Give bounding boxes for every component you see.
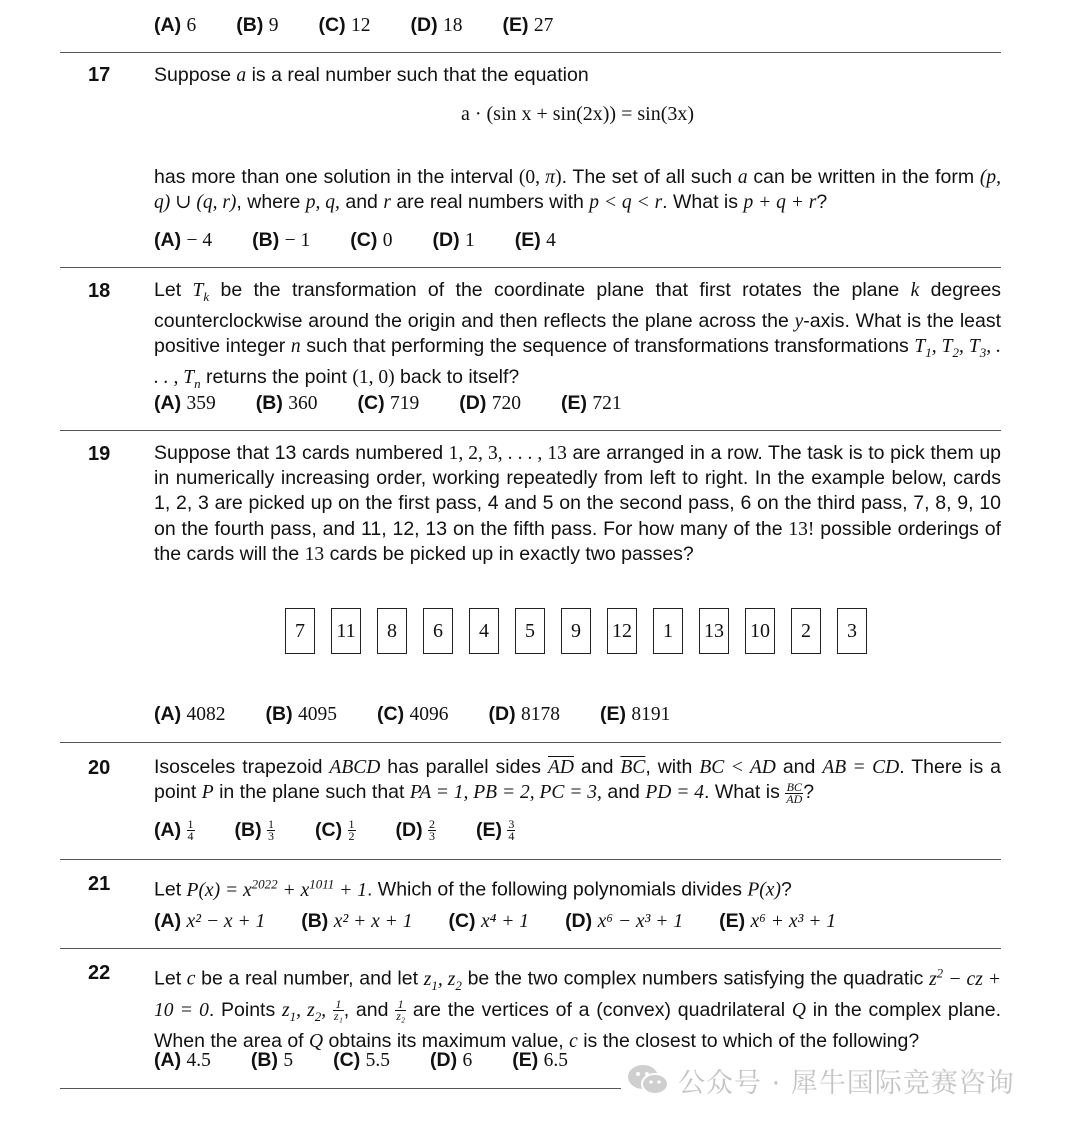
q19-choice-d: (D) 8178 — [488, 703, 560, 725]
q16-choice-d: (D) 18 — [410, 14, 463, 36]
wechat-icon — [626, 1064, 670, 1096]
q17-choice-a: (A) − 4 — [154, 229, 213, 251]
q17-number: 17 — [88, 64, 111, 86]
q16-choice-b: (B) 9 — [236, 14, 279, 36]
q18-choice-d: (D) 720 — [459, 392, 521, 414]
card: 5 — [515, 608, 545, 654]
q17-body: has more than one solution in the interval (0, π). The set of all such a can be written in the form (p, q) ∪ (q, r), where p, q, and r are real numbers with p < q < r. What is p + q + r? — [154, 166, 1002, 214]
q19-choice-c: (C) 4096 — [377, 703, 449, 725]
q17-choices — [154, 229, 556, 252]
watermark — [626, 1062, 1015, 1098]
q20-choice-c: (C) $\frac{1}{2}$ — [315, 817, 355, 844]
card: 4 — [469, 608, 499, 654]
divider — [60, 267, 1001, 268]
card: 10 — [745, 608, 775, 654]
card: 3 — [837, 608, 867, 654]
q18-choice-b: (B) 360 — [255, 392, 318, 414]
card: 7 — [285, 608, 315, 654]
q17-choice-c: (C) 0 — [350, 229, 393, 251]
card: 11 — [331, 608, 361, 654]
q19-choice-a: (A) 4082 — [154, 703, 226, 725]
q18-choices — [154, 392, 622, 415]
q16-choices — [154, 14, 553, 37]
q21-choice-e: (E) x⁶ + x³ + 1 — [719, 910, 837, 932]
card: 13 — [699, 608, 729, 654]
q19-choice-b: (B) 4095 — [265, 703, 337, 725]
q17-choice-e: (E) 4 — [514, 229, 556, 251]
card: 8 — [377, 608, 407, 654]
q17-equation: a · (sin x + sin(2x)) = sin(3x) — [460, 103, 695, 125]
q19-body: Suppose that 13 cards numbered 1, 2, 3, . . . , 13 are arranged in a row. The task is to pick them up in numerically increasing order, working repeatedly from left to right. In the example below, cards 1, 2, 3 are picked up on the first pass, 4 and 5 on the second pass, 6 on the third pass, 7, 8, 9, 10 on the fourth pass, and 11, 12, 13 on the fifth pass. For how many of the 13! possible orderings of the cards will the 13 cards be picked up in exactly two passes? — [154, 442, 1002, 565]
divider — [60, 52, 1001, 53]
q18-choice-a: (A) 359 — [154, 392, 216, 414]
card: 2 — [791, 608, 821, 654]
q21-number: 21 — [88, 873, 111, 895]
q22-body: Let c be a real number, and let $z_1$, $z_2$ be the two complex numbers satisfying the quadratic $z^2$ − cz + 10 = 0. Points $z_1$, $z_2$, $\frac{1}{\text{z₁}}$ , and $\frac{1}{\text{z₂}}$ are the vertices of a (convex) quadrilateral Q in the complex plane. When the area of Q obtains its maximum value, c is the closest to which of the following? — [154, 965, 1002, 1052]
q21-choice-d: (D) x⁶ − x³ + 1 — [565, 910, 684, 932]
card: 12 — [607, 608, 637, 654]
q22-choice-a: (A) 4.5 — [154, 1049, 211, 1071]
q16-choice-e: (E) 27 — [502, 14, 554, 36]
q19-choices — [154, 703, 670, 726]
card: 9 — [561, 608, 591, 654]
divider — [60, 742, 1001, 743]
q22-number: 22 — [88, 962, 111, 984]
q22-choice-c: (C) 5.5 — [333, 1049, 390, 1071]
divider — [60, 948, 1001, 949]
watermark-text: 公众号 · 犀牛国际竞赛咨询 — [678, 1067, 1015, 1099]
q22-choice-e: (E) 6.5 — [512, 1049, 569, 1071]
q20-choice-d: (D) $\frac{2}{3}$ — [395, 817, 435, 844]
q20-choice-b: (B) $\frac{1}{3}$ — [234, 817, 274, 844]
q21-choice-b: (B) x² + x + 1 — [301, 910, 413, 932]
q20-body: Isosceles trapezoid ABCD has parallel sides $\overline{AD}$ and $\overline{BC}$, with BC < AD and AB = CD. There is a point P in the plane such that PA = 1, PB = 2, PC = 3, and PD = 4. What is $\frac{BC}{AD}$ ? — [154, 756, 1002, 806]
q17-intro: Suppose a is a real number such that the equation — [154, 64, 589, 86]
q21-body: Let $P(x) = x^{2022} + x^{1011} + 1$. Which of the following polynomials divides P(x)? — [154, 876, 792, 901]
q22-choices — [154, 1049, 568, 1072]
q21-choice-a: (A) x² − x + 1 — [154, 910, 266, 932]
q18-number: 18 — [88, 280, 111, 302]
q17-choice-b: (B) − 1 — [252, 229, 311, 251]
q20-choice-a: (A) $\frac{1}{4}$ — [154, 817, 194, 844]
q17-choice-d: (D) 1 — [432, 229, 475, 251]
q20-choices — [154, 819, 515, 842]
q20-number: 20 — [88, 757, 111, 779]
q16-choice-a: (A) 6 — [154, 14, 197, 36]
divider — [60, 859, 1001, 860]
q18-body: Let $T_k$ be the transformation of the coordinate plane that first rotates the plane k degrees counterclockwise around the origin and then reflects the plane across the y-axis. What is the least positive integer n such that performing the sequence of transformations transformations $T_1$, $T_2$, $T_3$, . . . , $T_n$ returns the point (1, 0) back to itself? — [154, 279, 1002, 392]
q22-choice-b: (B) 5 — [250, 1049, 294, 1071]
q18-choice-e: (E) 721 — [561, 392, 622, 414]
card: 1 — [653, 608, 683, 654]
card: 6 — [423, 608, 453, 654]
q18-choice-c: (C) 719 — [357, 392, 420, 414]
q22-choice-d: (D) 6 — [430, 1049, 473, 1071]
q19-number: 19 — [88, 443, 111, 465]
divider — [60, 430, 1001, 431]
q19-choice-e: (E) 8191 — [600, 703, 671, 725]
q16-choice-c: (C) 12 — [318, 14, 371, 36]
divider — [60, 1088, 621, 1089]
q21-choices — [154, 910, 836, 933]
q20-choice-e: (E) $\frac{3}{4}$ — [476, 817, 515, 844]
q21-choice-c: (C) x⁴ + 1 — [448, 910, 530, 932]
